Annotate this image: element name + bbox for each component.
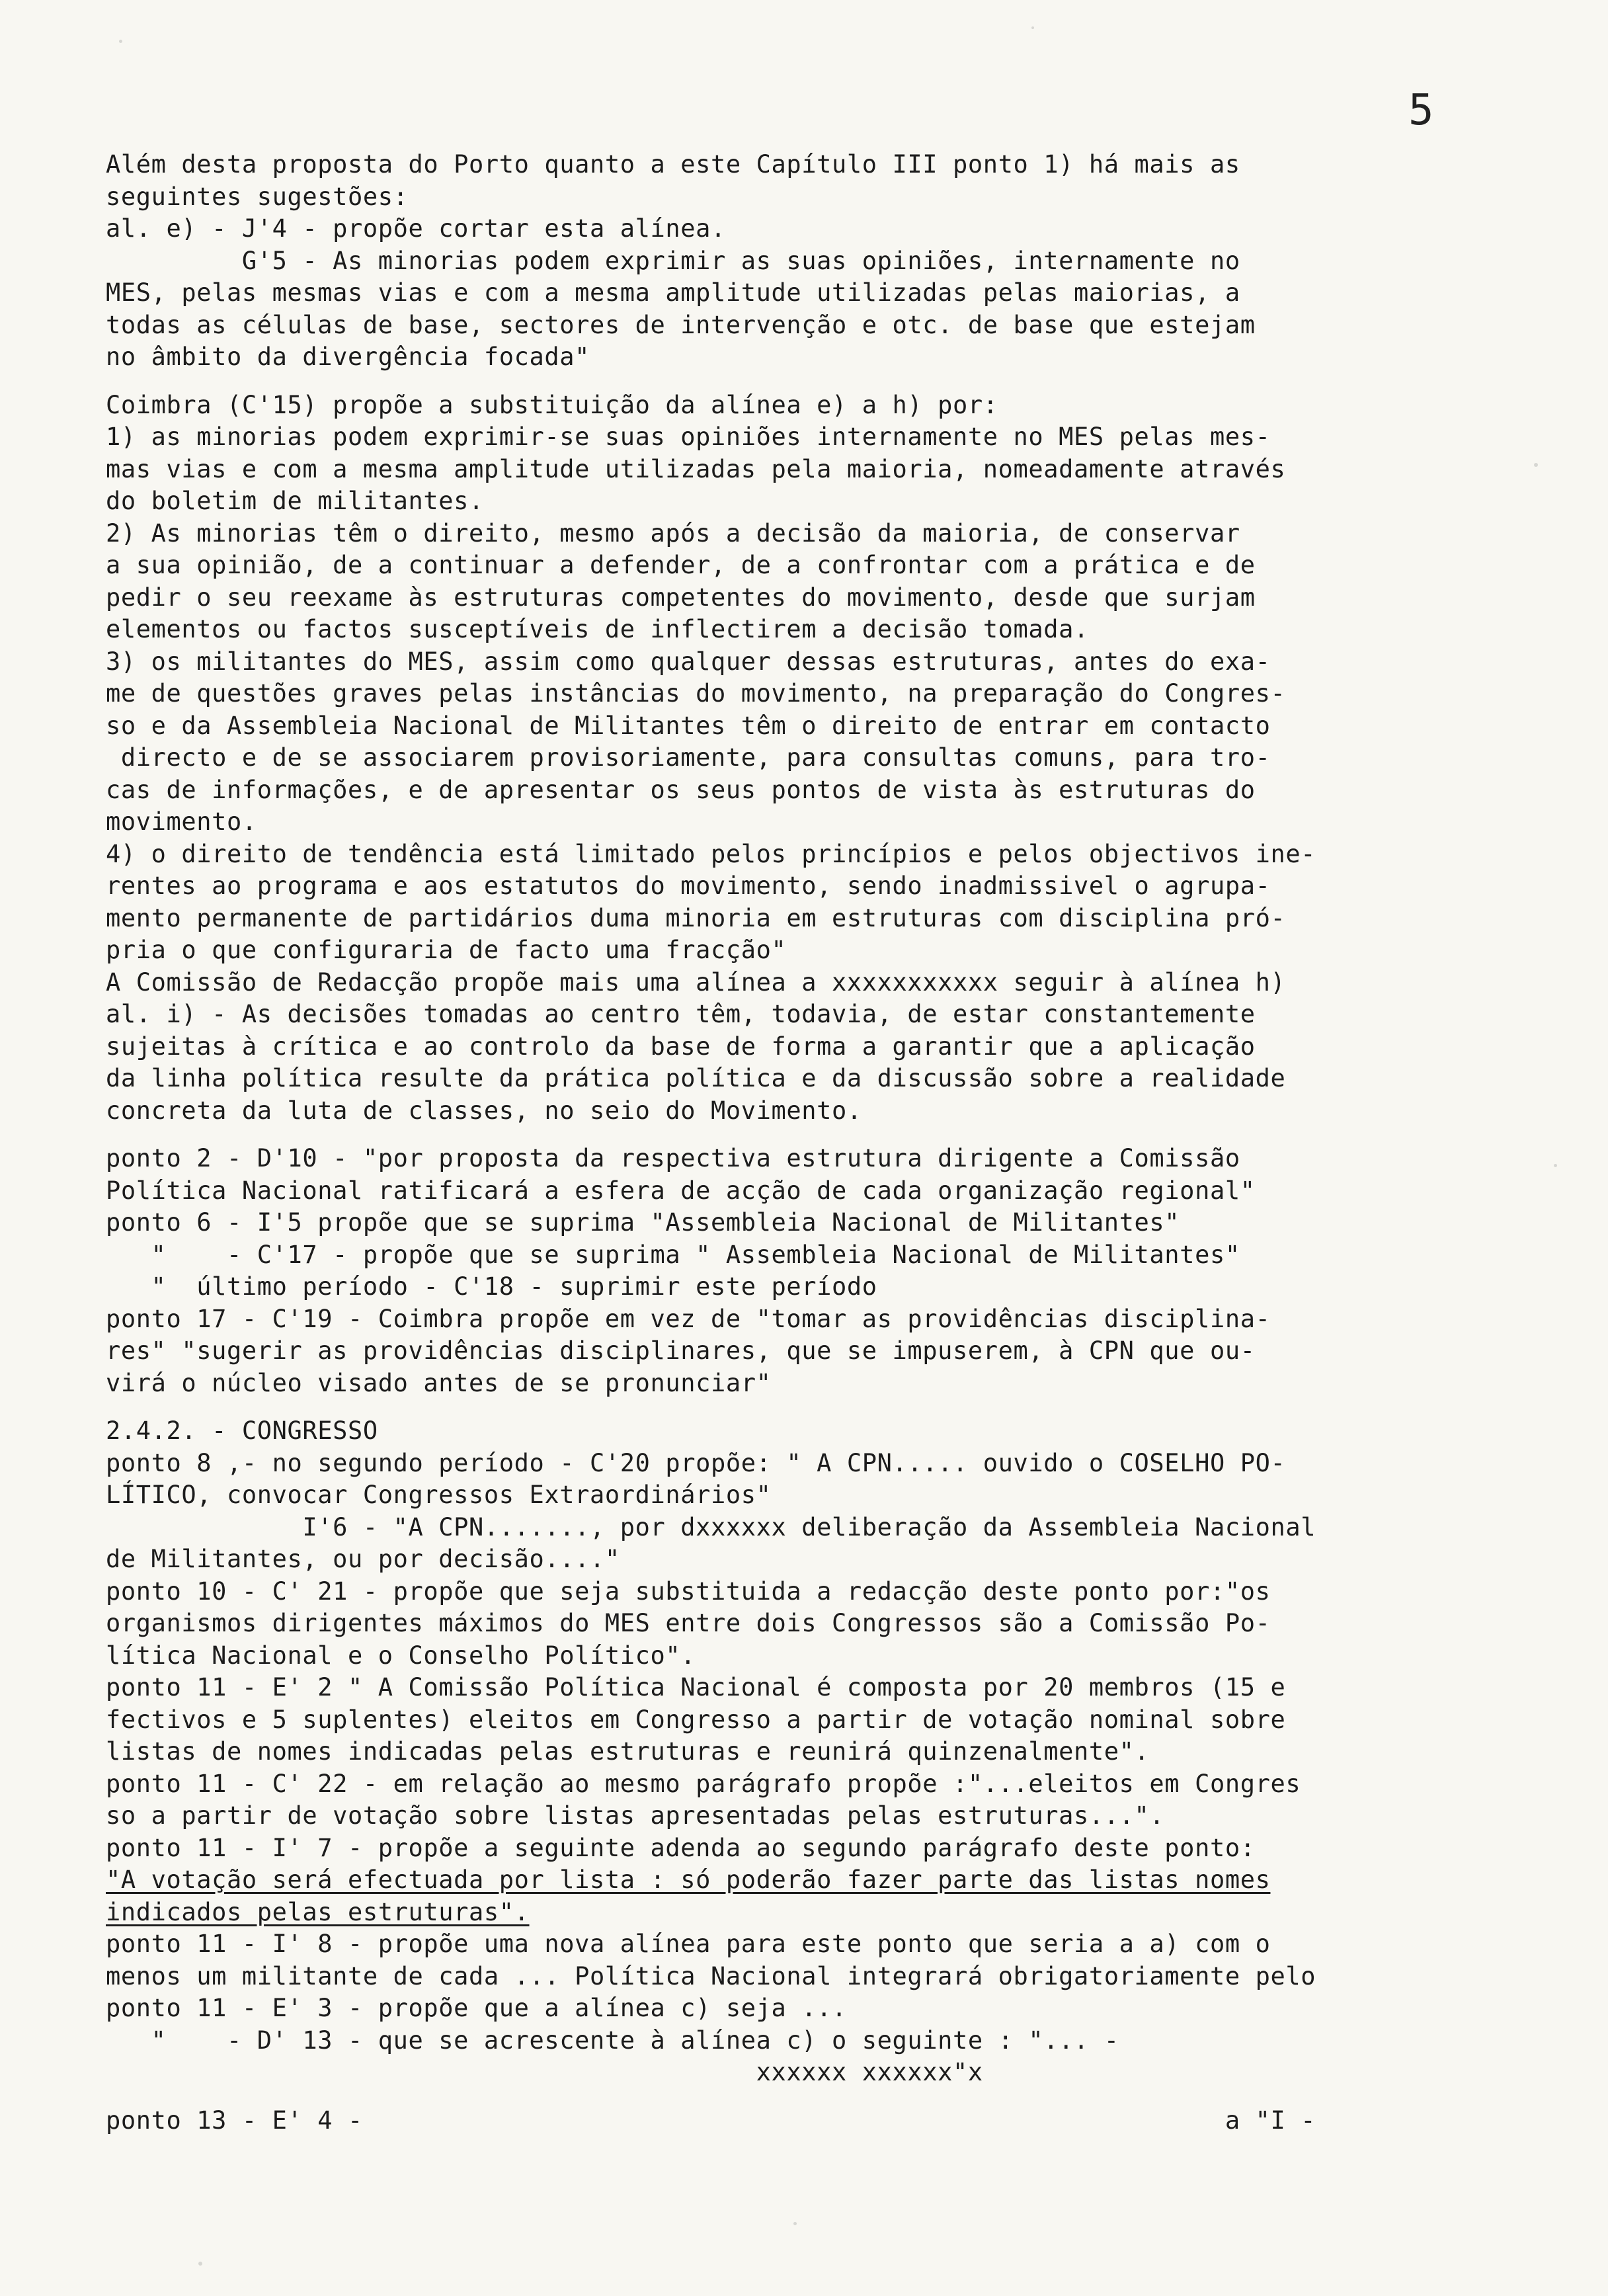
text-line: 4) o direito de tendência está limitado pelos princípios e pelos objectivos ine-: [106, 839, 1316, 868]
text-line: so e da Assembleia Nacional de Militantes têm o direito de entrar em contacto: [106, 711, 1271, 740]
scan-speck: [1534, 463, 1538, 467]
text-line: ponto 17 - C'19 - Coimbra propõe em vez de "tomar as providências disciplina-: [106, 1304, 1271, 1333]
blank-line: [106, 1399, 1527, 1415]
text-line: fectivos e 5 suplentes) eleitos em Congresso a partir de votação nominal sobre: [106, 1705, 1286, 1734]
text-line: 3) os militantes do MES, assim como qualquer dessas estruturas, antes do exa-: [106, 647, 1271, 676]
text-line: virá o núcleo visado antes de se pronunciar": [106, 1368, 772, 1397]
text-line: a sua opinião, de a continuar a defender, de a confrontar com a prática e de: [106, 551, 1256, 579]
text-line: 2) As minorias têm o direito, mesmo após a decisão da maioria, de conservar: [106, 518, 1240, 548]
text-line: ponto 11 - I' 7 - propõe a seguinte adenda ao segundo parágrafo deste ponto:: [106, 1833, 1256, 1862]
scan-speck: [793, 2222, 797, 2225]
text-line: ponto 13 - E' 4 - a "I -: [106, 2106, 1316, 2135]
underlined-text-line: "A votação será efectuada por lista : só poderão fazer parte das listas nomes: [106, 1866, 1271, 1894]
text-line: al. i) - As decisões tomadas ao centro têm, todavia, de estar constantemente: [106, 1000, 1256, 1028]
text-line: listas de nomes indicadas pelas estruturas e reunirá quinzenalmente".: [106, 1737, 1150, 1766]
text-line: concreta da luta de classes, no seio do Movimento.: [106, 1096, 862, 1125]
text-line: ponto 8 ,- no segundo período - C'20 propõe: " A CPN..... ouvido o COSELHO PO-: [106, 1448, 1286, 1477]
text-line: me de questões graves pelas instâncias do movimento, na preparação do Congres-: [106, 679, 1286, 708]
scan-speck: [1031, 26, 1034, 29]
text-line: ponto 11 - E' 3 - propõe que a alínea c) seja ...: [106, 1994, 847, 2022]
underlined-text-line: indicados pelas estruturas".: [106, 1897, 530, 1926]
text-line: LÍTICO, convocar Congressos Extraordinários": [106, 1481, 772, 1509]
text-line: " - C'17 - propõe que se suprima " Assembleia Nacional de Militantes": [106, 1240, 1240, 1269]
blank-line: [106, 1127, 1527, 1143]
text-line: Política Nacional ratificará a esfera de acção de cada organização regional": [106, 1176, 1256, 1205]
blank-line: [106, 374, 1527, 390]
scan-speck: [119, 40, 122, 43]
scan-speck: [198, 2262, 202, 2266]
text-line: res" "sugerir as providências disciplinares, que se impuserem, à CPN que ou-: [106, 1336, 1256, 1365]
text-line: so a partir de votação sobre listas apresentadas pelas estruturas...".: [106, 1801, 1165, 1830]
text-line: de Militantes, ou por decisão....": [106, 1545, 620, 1573]
text-line: 1) as minorias podem exprimir-se suas opiniões internamente no MES pelas mes-: [106, 423, 1271, 451]
text-line: no âmbito da divergência focada": [106, 343, 590, 371]
text-line: Além desta proposta do Porto quanto a este Capítulo III ponto 1) há mais as: [106, 150, 1240, 179]
text-line: ponto 11 - E' 2 " A Comissão Política Nacional é composta por 20 membros (15 e: [106, 1673, 1286, 1702]
text-line: ponto 10 - C' 21 - propõe que seja substituida a redacção deste ponto por:"os: [106, 1577, 1271, 1606]
text-line: mento permanente de partidários duma minoria em estruturas com disciplina pró-: [106, 903, 1286, 932]
text-line: ponto 6 - I'5 propõe que se suprima "Assembleia Nacional de Militantes": [106, 1208, 1180, 1237]
page-body: [106, 149, 1527, 2137]
text-line: ponto 11 - I' 8 - propõe uma nova alínea para este ponto que seria a a) com o: [106, 1930, 1271, 1958]
text-line: ponto 11 - C' 22 - em relação ao mesmo parágrafo propõe :"...eleitos em Congres: [106, 1769, 1301, 1798]
text-line: mas vias e com a mesma amplitude utilizadas pela maioria, nomeadamente através: [106, 454, 1286, 483]
text-line: organismos dirigentes máximos do MES entre dois Congressos são a Comissão Po-: [106, 1609, 1271, 1637]
blank-line: [106, 2089, 1527, 2105]
text-line: movimento.: [106, 807, 257, 836]
text-line: " último período - C'18 - suprimir este período: [106, 1272, 877, 1301]
section-heading: 2.4.2. - CONGRESSO: [106, 1416, 378, 1445]
text-line: pedir o seu reexame às estruturas competentes do movimento, desde que surjam: [106, 583, 1256, 612]
text-line: todas as células de base, sectores de intervenção e otc. de base que estejam: [106, 310, 1256, 339]
text-line: al. e) - J'4 - propõe cortar esta alínea.: [106, 214, 726, 243]
text-line: directo e de se associarem provisoriamente, para consultas comuns, para tro-: [106, 743, 1271, 772]
text-line: I'6 - "A CPN......., por dxxxxxx deliberação da Assembleia Nacional: [106, 1512, 1316, 1541]
text-line: xxxxxx xxxxxx"x: [106, 2058, 983, 2086]
scan-speck: [1554, 1164, 1557, 1167]
text-line: lítica Nacional e o Conselho Político".: [106, 1641, 696, 1670]
text-line: elementos ou factos susceptíveis de inflectirem a decisão tomada.: [106, 615, 1089, 643]
text-line: do boletim de militantes.: [106, 487, 484, 515]
text-line: G'5 - As minorias podem exprimir as suas opiniões, internamente no: [106, 246, 1240, 275]
text-line: pria o que configuraria de facto uma fracção": [106, 936, 787, 964]
text-line: sujeitas à crítica e ao controlo da base de forma a garantir que a aplicação: [106, 1032, 1256, 1061]
text-line: A Comissão de Redacção propõe mais uma alínea a xxxxxxxxxxx seguir à alínea h): [106, 967, 1286, 997]
text-line: " - D' 13 - que se acrescente à alínea c) o seguinte : "... -: [106, 2026, 1119, 2055]
text-line: ponto 2 - D'10 - "por proposta da respectiva estrutura dirigente a Comissão: [106, 1144, 1240, 1172]
text-line: cas de informações, e de apresentar os seus pontos de vista às estruturas do: [106, 775, 1256, 804]
text-line: rentes ao programa e aos estatutos do movimento, sendo inadmissivel o agrupa-: [106, 872, 1271, 900]
text-line: da linha política resulte da prática política e da discussão sobre a realidade: [106, 1064, 1286, 1092]
text-line: menos um militante de cada ... Política Nacional integrará obrigatoriamente pelo: [106, 1961, 1316, 1990]
text-line: seguintes sugestões:: [106, 182, 409, 211]
text-line: Coimbra (C'15) propõe a substituição da alínea e) a h) por:: [106, 390, 998, 419]
page-number: 5: [1408, 86, 1434, 135]
text-line: MES, pelas mesmas vias e com a mesma amplitude utilizadas pelas maiorias, a: [106, 278, 1240, 307]
